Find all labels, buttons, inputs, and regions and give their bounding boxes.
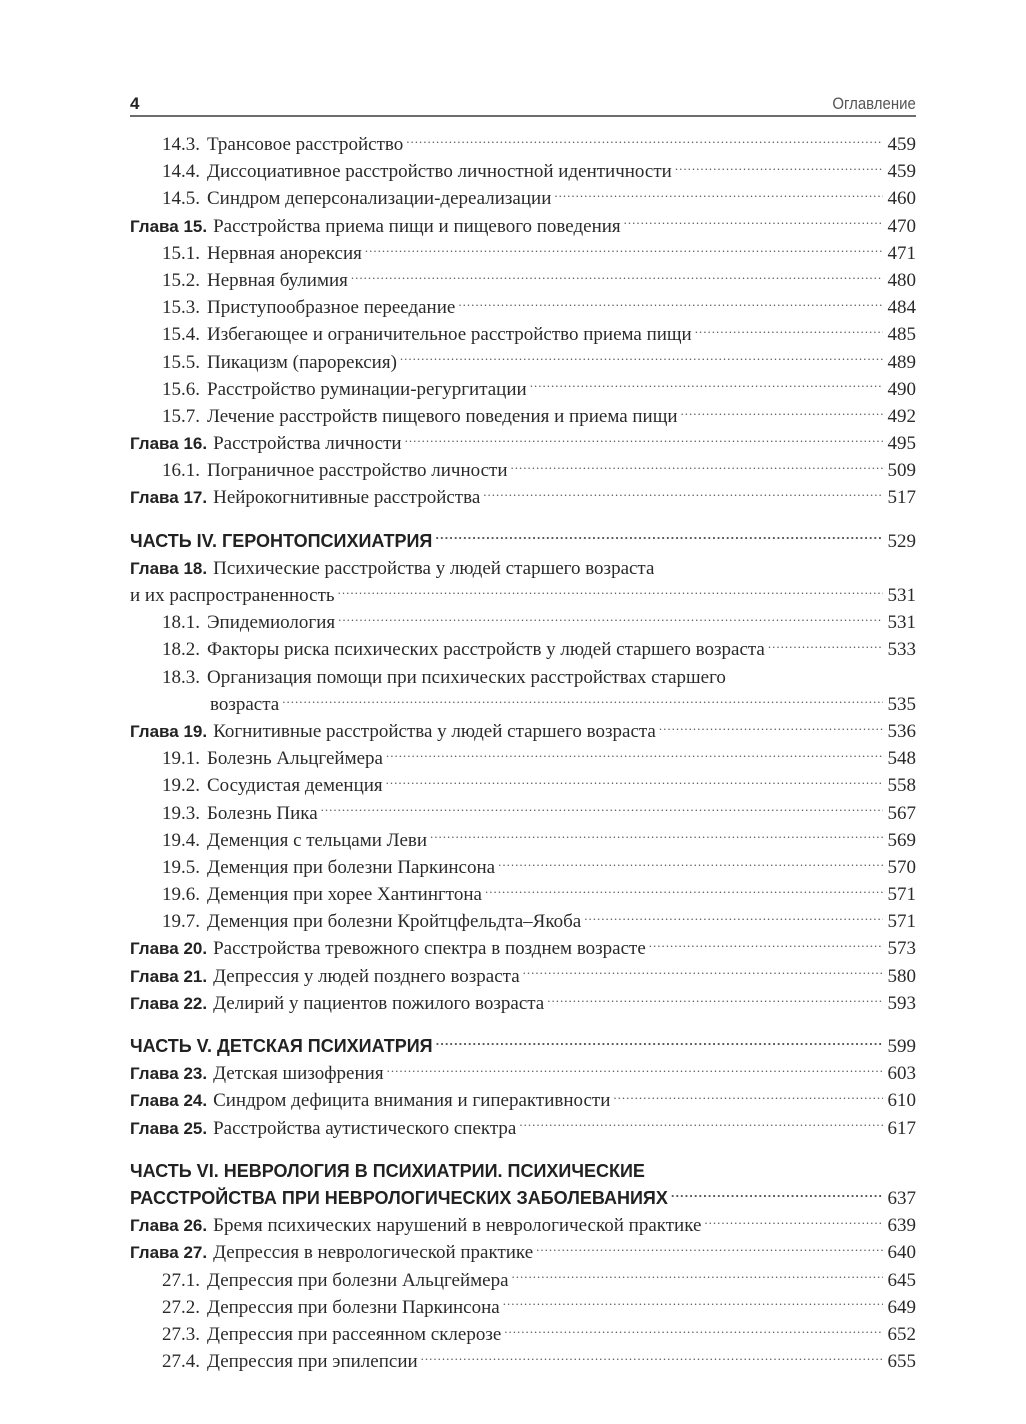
- dot-leader: [503, 1294, 883, 1313]
- chapter-number: Глава 22.: [130, 993, 208, 1013]
- book-page: [130, 88, 916, 1375]
- chapter-title-continued: и их распространенность: [130, 585, 335, 606]
- entry-page: 459: [887, 134, 916, 155]
- entry-page: 470: [887, 215, 916, 237]
- entry-title: Депрессия при болезни Альцгеймера: [207, 1269, 509, 1291]
- entry-number: 27.2.: [162, 1296, 200, 1318]
- entry-title: Деменция при болезни Паркинсона: [207, 856, 496, 878]
- toc-entry[interactable]: [130, 185, 916, 212]
- entry-page: 484: [887, 297, 916, 319]
- chapter-title: Нейрокогнитивные расстройства: [213, 487, 481, 509]
- dot-leader: [386, 745, 883, 764]
- chapter-title: Депрессия в неврологической практике: [213, 1242, 534, 1264]
- toc-entry[interactable]: [130, 609, 916, 636]
- entry-page: 529: [887, 530, 916, 552]
- entry-title: Трансовое расстройство: [207, 134, 404, 155]
- entry-page: 485: [887, 324, 916, 346]
- entry-page: 649: [887, 1296, 916, 1318]
- entry-page: 489: [887, 351, 916, 373]
- dot-leader: [649, 935, 883, 954]
- entry-number: 15.5.: [162, 351, 200, 373]
- dot-leader: [554, 185, 883, 204]
- chapter-number: Глава 21.: [130, 966, 208, 986]
- chapter-number: Глава 17.: [130, 488, 208, 508]
- running-head: [130, 88, 916, 117]
- chapter-number: Глава 18.: [130, 558, 208, 578]
- toc-chapter[interactable]: [130, 718, 916, 745]
- entry-title: Болезнь Альцгеймера: [207, 748, 383, 770]
- toc-entry[interactable]: [130, 349, 916, 376]
- entry-title: Деменция при болезни Кройтцфельдта–Якоба: [207, 911, 582, 933]
- toc-entry[interactable]: [130, 800, 916, 827]
- chapter-title: Расстройства личности: [213, 433, 402, 455]
- toc-entry[interactable]: [130, 1348, 916, 1375]
- toc-entry[interactable]: [130, 1267, 916, 1294]
- chapter-title: Расстройства приема пищи и пищевого поведения: [213, 215, 621, 237]
- page-number: 4: [130, 94, 140, 113]
- entry-page: 573: [887, 938, 916, 960]
- dot-leader: [351, 267, 883, 286]
- toc-entry[interactable]: [130, 1294, 916, 1321]
- entry-number: 15.1.: [162, 242, 200, 264]
- entry-page: 569: [887, 829, 916, 851]
- entry-number: 18.1.: [162, 612, 200, 634]
- entry-page: 567: [887, 802, 916, 824]
- dot-leader: [523, 963, 883, 982]
- entry-page: 509: [887, 460, 916, 482]
- entry-page: 593: [887, 992, 916, 1014]
- entry-page: 558: [887, 775, 916, 797]
- toc-part-continuation[interactable]: [130, 1185, 916, 1212]
- entry-title: Депрессия при болезни Паркинсона: [207, 1296, 500, 1318]
- entry-page: 637: [887, 1187, 916, 1209]
- toc-entry[interactable]: [130, 403, 916, 430]
- chapter-title: Детская шизофрения: [213, 1063, 384, 1085]
- running-head-title: Оглавление: [832, 94, 916, 113]
- chapter-number: Глава 25.: [130, 1118, 208, 1138]
- chapter-title: Депрессия у людей позднего возраста: [213, 965, 520, 987]
- entry-number: 19.7.: [162, 911, 200, 933]
- chapter-number: Глава 23.: [130, 1064, 208, 1084]
- dot-leader: [530, 376, 883, 395]
- dot-leader: [483, 484, 883, 503]
- entry-page: 548: [887, 748, 916, 770]
- part-title: ЧАСТЬ VI. НЕВРОЛОГИЯ В ПСИХИАТРИИ. ПСИХИЧЕСКИЕ: [130, 1160, 645, 1181]
- toc-entry[interactable]: [130, 376, 916, 403]
- entry-title: Депрессия при рассеянном склерозе: [207, 1323, 502, 1345]
- entry-number: 15.6.: [162, 378, 200, 400]
- entry-number: 15.4.: [162, 324, 200, 346]
- entry-page: 480: [887, 269, 916, 291]
- dot-leader: [675, 158, 883, 177]
- entry-page: 490: [887, 378, 916, 400]
- chapter-number: Глава 26.: [130, 1216, 208, 1236]
- dot-leader: [436, 1034, 883, 1052]
- toc-entry[interactable]: [130, 827, 916, 854]
- chapter-title: Синдром дефицита внимания и гиперактивности: [213, 1090, 611, 1112]
- entry-page: 652: [887, 1323, 916, 1345]
- toc-entry[interactable]: [130, 158, 916, 185]
- dot-leader: [338, 582, 883, 601]
- toc-chapter[interactable]: [130, 1212, 916, 1239]
- entry-page: 571: [887, 884, 916, 906]
- entry-page: 492: [887, 405, 916, 427]
- part-title-continued: РАССТРОЙСТВА ПРИ НЕВРОЛОГИЧЕСКИХ ЗАБОЛЕВАНИЯХ: [130, 1187, 668, 1208]
- chapter-number: Глава 27.: [130, 1243, 208, 1263]
- entry-page: 533: [887, 639, 916, 661]
- toc-chapter[interactable]: [130, 484, 916, 511]
- toc-part[interactable]: [130, 1033, 916, 1060]
- dot-leader: [512, 1267, 883, 1286]
- dot-leader: [321, 800, 883, 819]
- toc-chapter[interactable]: [130, 1115, 916, 1142]
- entry-title: Избегающее и ограничительное расстройство приема пищи: [207, 324, 692, 346]
- entry-title: Эпидемиология: [207, 612, 336, 634]
- toc-entry[interactable]: [130, 881, 916, 908]
- entry-number: 27.3.: [162, 1323, 200, 1345]
- dot-leader: [584, 908, 883, 927]
- dot-leader: [681, 403, 883, 422]
- toc-entry[interactable]: [130, 321, 916, 348]
- chapter-title: Когнитивные расстройства у людей старшего возраста: [213, 720, 656, 742]
- dot-leader: [386, 772, 883, 791]
- dot-leader: [338, 609, 883, 628]
- entry-number: 27.1.: [162, 1269, 200, 1291]
- toc-part[interactable]: [130, 1158, 916, 1185]
- chapter-title: Психические расстройства у людей старшего возраста: [213, 557, 655, 579]
- dot-leader: [547, 990, 883, 1009]
- dot-leader: [624, 213, 883, 232]
- entry-page: 517: [887, 487, 916, 509]
- entry-title: Расстройство руминации-регургитации: [207, 378, 527, 400]
- entry-title: Депрессия при эпилепсии: [207, 1351, 418, 1373]
- entry-title: Болезнь Пика: [207, 802, 318, 824]
- dot-leader: [405, 430, 883, 449]
- entry-number: 15.3.: [162, 297, 200, 319]
- dot-leader: [365, 240, 883, 259]
- entry-page: 535: [887, 693, 916, 715]
- entry-title: Организация помощи при психических расстройствах старшего: [207, 666, 726, 688]
- chapter-title: Расстройства аутистического спектра: [213, 1117, 517, 1139]
- entry-page: 640: [887, 1242, 916, 1264]
- dot-leader: [458, 294, 883, 313]
- entry-number: 16.1.: [162, 460, 200, 482]
- dot-leader: [768, 636, 883, 655]
- toc-chapter[interactable]: [130, 430, 916, 457]
- dot-leader: [485, 881, 883, 900]
- toc-chapter[interactable]: [130, 1087, 916, 1114]
- entry-title: Приступообразное переедание: [207, 297, 456, 319]
- entry-number: 15.7.: [162, 405, 200, 427]
- entry-page: 570: [887, 856, 916, 878]
- entry-number: 14.3.: [162, 134, 200, 155]
- dot-leader: [387, 1060, 883, 1079]
- toc-entry[interactable]: [130, 664, 916, 691]
- dot-leader: [519, 1115, 883, 1134]
- entry-page: 571: [887, 911, 916, 933]
- dot-leader: [498, 854, 883, 873]
- entry-page: 495: [887, 433, 916, 455]
- entry-number: 18.2.: [162, 639, 200, 661]
- entry-title: Факторы риска психических расстройств у людей старшего возраста: [207, 639, 765, 661]
- entry-number: 19.2.: [162, 775, 200, 797]
- toc-entry[interactable]: [130, 854, 916, 881]
- table-of-contents: [130, 131, 916, 1375]
- entry-page: 459: [887, 161, 916, 183]
- entry-number: 14.5.: [162, 188, 200, 210]
- toc-entry[interactable]: [130, 240, 916, 267]
- entry-title: Деменция с тельцами Леви: [207, 829, 428, 851]
- entry-title: Лечение расстройств пищевого поведения и приема пищи: [207, 405, 678, 427]
- chapter-number: Глава 24.: [130, 1091, 208, 1111]
- entry-title: Пограничное расстройство личности: [207, 460, 508, 482]
- entry-number: 14.4.: [162, 161, 200, 183]
- entry-number: 27.4.: [162, 1351, 200, 1373]
- dot-leader: [536, 1239, 883, 1258]
- toc-chapter-continuation[interactable]: [130, 582, 916, 609]
- toc-chapter[interactable]: [130, 1060, 916, 1087]
- entry-title: Нервная булимия: [207, 269, 348, 291]
- chapter-number: Глава 16.: [130, 434, 208, 454]
- entry-number: 18.3.: [162, 666, 200, 688]
- toc-entry-continuation[interactable]: [130, 691, 916, 718]
- entry-title: Синдром деперсонализации-дереализации: [207, 188, 552, 210]
- part-title: ЧАСТЬ IV. ГЕРОНТОПСИХИАТРИЯ: [130, 530, 433, 551]
- toc-entry[interactable]: [130, 131, 916, 158]
- toc-entry[interactable]: [130, 267, 916, 294]
- toc-entry[interactable]: [130, 636, 916, 663]
- entry-page: 580: [887, 965, 916, 987]
- entry-page: 471: [887, 242, 916, 264]
- entry-number: 19.3.: [162, 802, 200, 824]
- toc-chapter[interactable]: [130, 935, 916, 962]
- chapter-number: Глава 19.: [130, 721, 208, 741]
- part-title: ЧАСТЬ V. ДЕТСКАЯ ПСИХИАТРИЯ: [130, 1036, 433, 1056]
- toc-chapter[interactable]: [130, 213, 916, 240]
- entry-page: 603: [887, 1063, 916, 1085]
- entry-number: 19.1.: [162, 748, 200, 770]
- entry-title: Сосудистая деменция: [207, 775, 383, 797]
- entry-title: Диссоциативное расстройство личностной идентичности: [207, 161, 672, 183]
- chapter-number: Глава 15.: [130, 216, 208, 236]
- toc-entry[interactable]: [130, 745, 916, 772]
- entry-page: 617: [887, 1117, 916, 1139]
- entry-page: 655: [887, 1351, 916, 1373]
- entry-title: Пикацизм (парорексия): [207, 351, 397, 373]
- entry-page: 531: [887, 585, 916, 606]
- entry-number: 19.6.: [162, 884, 200, 906]
- dot-leader: [430, 827, 883, 846]
- dot-leader: [671, 1186, 883, 1204]
- entry-title-continued: возраста: [210, 693, 280, 715]
- dot-leader: [695, 321, 883, 340]
- dot-leader: [511, 457, 883, 476]
- toc-entry[interactable]: [130, 772, 916, 799]
- toc-entry[interactable]: [130, 1321, 916, 1348]
- chapter-number: Глава 20.: [130, 939, 208, 959]
- entry-number: 19.4.: [162, 829, 200, 851]
- chapter-title: Делирий у пациентов пожилого возраста: [213, 992, 545, 1014]
- dot-leader: [613, 1087, 883, 1106]
- chapter-title: Расстройства тревожного спектра в позднем возрасте: [213, 938, 646, 960]
- toc-chapter[interactable]: [130, 1239, 916, 1266]
- entry-title: Деменция при хорее Хантингтона: [207, 884, 482, 906]
- toc-chapter[interactable]: [130, 963, 916, 990]
- entry-page: 531: [887, 612, 916, 634]
- toc-part[interactable]: [130, 528, 916, 555]
- entry-page: 639: [887, 1215, 916, 1237]
- entry-page: 610: [887, 1090, 916, 1112]
- entry-number: 19.5.: [162, 856, 200, 878]
- entry-page: 460: [887, 188, 916, 210]
- toc-entry[interactable]: [130, 457, 916, 484]
- entry-page: 645: [887, 1269, 916, 1291]
- entry-title: Нервная анорексия: [207, 242, 362, 264]
- dot-leader: [282, 691, 883, 710]
- entry-page: 599: [887, 1036, 916, 1057]
- entry-page: 536: [887, 720, 916, 742]
- dot-leader: [704, 1212, 883, 1231]
- dot-leader: [659, 718, 883, 737]
- entry-number: 15.2.: [162, 269, 200, 291]
- toc-entry[interactable]: [130, 908, 916, 935]
- dot-leader: [435, 529, 883, 547]
- chapter-title: Бремя психических нарушений в неврологической практике: [213, 1215, 702, 1237]
- dot-leader: [421, 1348, 883, 1367]
- toc-entry[interactable]: [130, 294, 916, 321]
- dot-leader: [504, 1321, 883, 1340]
- dot-leader: [406, 131, 883, 150]
- toc-chapter[interactable]: [130, 990, 916, 1017]
- toc-chapter[interactable]: [130, 555, 916, 582]
- dot-leader: [400, 349, 883, 368]
